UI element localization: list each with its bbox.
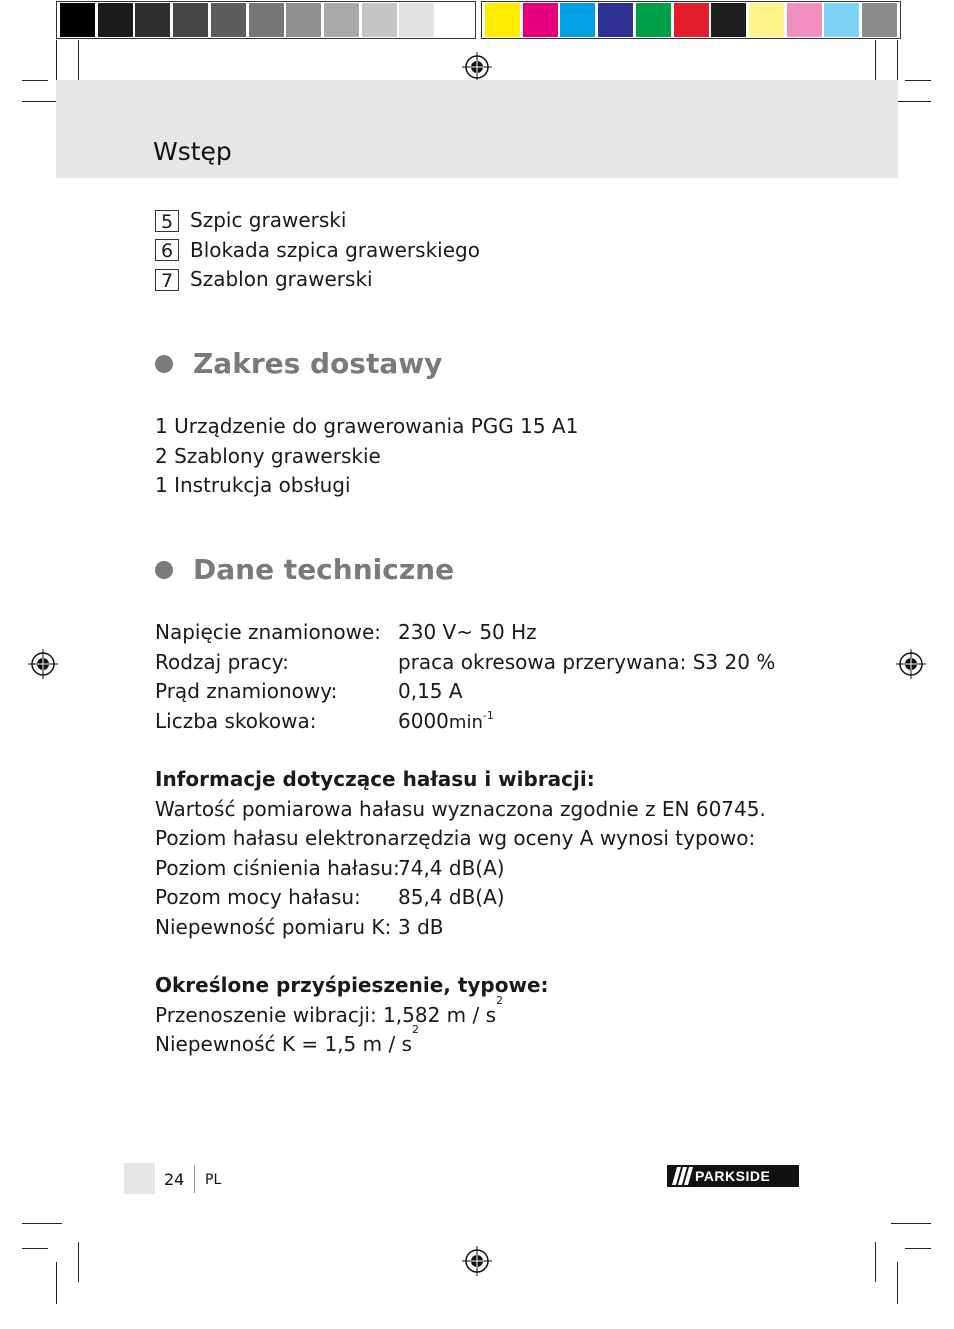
list-item: [155, 265, 480, 295]
noise-info: [155, 765, 766, 942]
registration-mark-icon: [462, 1246, 492, 1276]
noise-line: Wartość pomiarowa hałasu wyznaczona zgodnie z EN 60745.: [155, 796, 766, 821]
color-swatch: [485, 3, 520, 37]
spec-row: [155, 854, 766, 884]
color-swatch: [523, 3, 558, 37]
color-swatch: [636, 3, 671, 37]
page-title: Wstęp: [153, 137, 232, 166]
vibration-exponent: 2: [496, 993, 504, 1007]
spec-row: [155, 677, 775, 707]
part-label: Szpic grawerski: [190, 208, 347, 232]
color-swatch: [598, 3, 633, 37]
list-item: [155, 236, 480, 266]
crop-mark: [22, 1248, 48, 1249]
color-swatch: [98, 3, 133, 37]
delivery-list: [155, 412, 578, 501]
brand-name: PARKSIDE: [695, 1168, 771, 1184]
spec-label: Liczba skokowa:: [155, 708, 317, 733]
section-heading-tech: [155, 553, 454, 586]
bullet-icon: [155, 355, 173, 373]
list-item: 1 Urządzenie do grawerowania PGG 15 A1: [155, 414, 579, 438]
color-swatch: [211, 3, 246, 37]
list-item: 1 Instrukcja obsługi: [155, 473, 351, 497]
spec-value: praca okresowa przerywana: S3 20 %: [398, 649, 776, 674]
color-swatch: [324, 3, 359, 37]
part-label: Blokada szpica grawerskiego: [190, 237, 480, 262]
color-swatch: [674, 3, 709, 37]
list-item: 2 Szablony grawerskie: [155, 443, 381, 468]
vibration-line: [155, 1023, 549, 1060]
list-item: [155, 206, 480, 236]
bullet-icon: [155, 561, 173, 579]
brand-logo: [667, 1165, 799, 1187]
color-swatch: [437, 3, 472, 37]
spec-row: [155, 618, 775, 648]
spec-value: 74,4 dB(A): [398, 855, 505, 880]
vibration-line: [155, 993, 549, 1031]
crop-mark: [78, 1242, 79, 1282]
crop-mark: [56, 1262, 57, 1304]
color-swatch: [787, 3, 822, 37]
spec-row: [155, 913, 766, 943]
part-label: Szablon grawerski: [190, 267, 373, 291]
crop-mark: [891, 1223, 931, 1224]
spec-label: Rodzaj pracy:: [155, 649, 289, 674]
tech-specs: [155, 618, 775, 736]
vibration-exponent: 2: [411, 1023, 419, 1036]
divider: [194, 1165, 195, 1193]
part-number: 6: [155, 239, 179, 261]
crop-mark: [22, 1223, 62, 1224]
crop-mark: [905, 1248, 931, 1249]
color-swatch: [362, 3, 397, 37]
spec-value: 0,15 A: [398, 679, 463, 703]
color-swatch: [824, 3, 859, 37]
logo-stripes-icon: [667, 1165, 695, 1187]
part-number: 5: [155, 210, 179, 232]
spec-label: Poziom ciśnienia hałasu:: [155, 855, 400, 880]
page-number-box: [124, 1163, 155, 1194]
section-heading-delivery: [155, 347, 442, 380]
vibration-heading: Określone przyśpieszenie, typowe:: [155, 973, 549, 997]
crop-mark: [905, 80, 931, 81]
spec-value: 85,4 dB(A): [398, 885, 505, 909]
spec-row: [155, 707, 775, 737]
registration-mark-icon: [28, 649, 58, 679]
section-title: Dane techniczne: [193, 553, 455, 586]
spec-row: [155, 648, 775, 678]
vibration-text: Przenoszenie wibracji: 1,582 m / s: [155, 1002, 497, 1027]
parts-list: [155, 206, 480, 295]
spec-label: Prąd znamionowy:: [155, 679, 338, 703]
spec-value: 3 dB: [398, 914, 444, 939]
registration-mark-icon: [462, 52, 492, 82]
crop-mark: [875, 1242, 876, 1282]
language-code: PL: [205, 1172, 222, 1188]
noise-line: Poziom hałasu elektronarzędzia wg oceny A wynosi typowo:: [155, 826, 756, 850]
vibration-text: Niepewność K = 1,5 m / s: [155, 1032, 412, 1056]
part-number: 7: [155, 269, 179, 291]
color-swatch: [399, 3, 434, 37]
page-number: 24: [164, 1170, 185, 1189]
spec-row: [155, 883, 766, 913]
section-title: Zakres dostawy: [193, 347, 443, 380]
color-swatch: [560, 3, 595, 37]
color-swatch: [173, 3, 208, 37]
color-swatch: [286, 3, 321, 37]
crop-mark: [22, 80, 48, 81]
spec-value: 230 V~ 50 Hz: [398, 620, 537, 644]
color-swatch: [862, 3, 897, 37]
spec-number: 6000: [398, 708, 449, 733]
spec-unit: min: [448, 711, 483, 733]
color-swatch: [249, 3, 284, 37]
spec-label: Napięcie znamionowe:: [155, 620, 382, 644]
color-swatch: [749, 3, 784, 37]
spec-label: Pozom mocy hałasu:: [155, 885, 361, 909]
vibration-info: [155, 971, 549, 1060]
color-swatch: [60, 3, 95, 37]
registration-mark-icon: [896, 649, 926, 679]
color-swatch: [135, 3, 170, 37]
spec-value: [398, 707, 494, 737]
noise-heading: Informacje dotyczące hałasu i wibracji:: [155, 767, 595, 791]
spec-label: Niepewność pomiaru K:: [155, 914, 392, 939]
color-swatch: [711, 3, 746, 37]
spec-exponent: -1: [482, 708, 494, 722]
crop-mark: [897, 1262, 898, 1304]
